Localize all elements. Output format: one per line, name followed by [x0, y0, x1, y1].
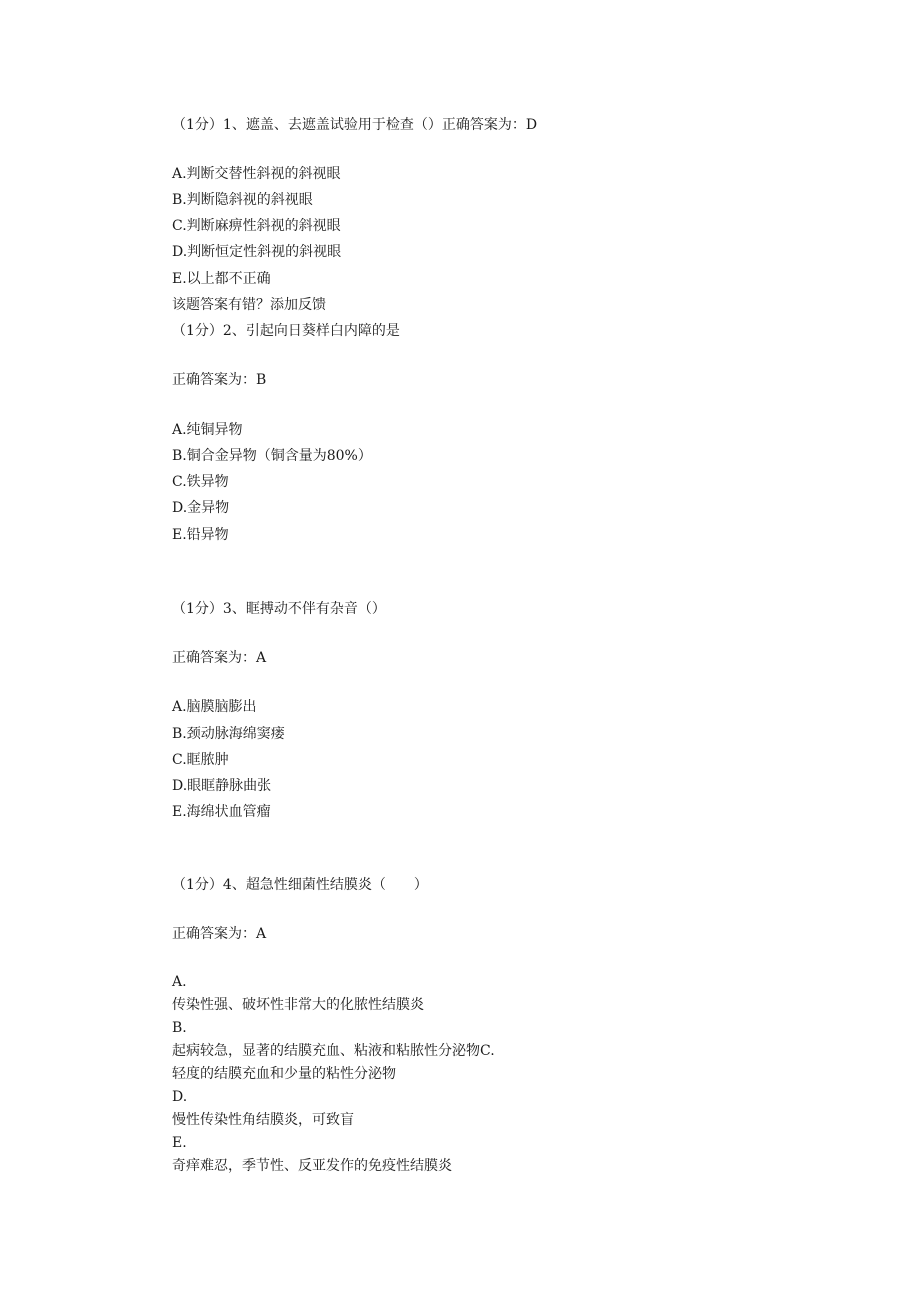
question-3-option-b: B.颈动脉海绵窦瘘 [172, 726, 285, 742]
question-4-option-e-text: 奇痒难忍，季节性、反亚发作的免疫性结膜炎 [172, 1158, 452, 1174]
question-4-option-b-text: 起病较急，显著的结膜充血、粘液和粘脓性分泌物C. [172, 1043, 495, 1059]
question-4-answer: 正确答案为：A [172, 926, 267, 942]
question-4-option-d-letter: D. [172, 1089, 188, 1105]
question-3-option-c: C.眶脓肿 [172, 752, 229, 768]
question-2-option-e: E.铅异物 [172, 527, 229, 543]
question-3-answer: 正确答案为：A [172, 650, 267, 666]
question-4-title: （1分）4、超急性细菌性结膜炎（ ） [172, 877, 428, 893]
question-4-option-d-text: 慢性传染性角结膜炎，可致盲 [172, 1112, 354, 1128]
question-2-option-b: B.铜合金异物（铜含量为80%） [172, 448, 372, 464]
question-4-option-c-text: 轻度的结膜充血和少量的粘性分泌物 [172, 1066, 396, 1082]
question-2-option-d: D.金异物 [172, 500, 230, 516]
question-1-option-b: B.判断隐斜视的斜视眼 [172, 192, 313, 208]
question-2-answer: 正确答案为：B [172, 372, 267, 388]
question-2-option-a: A.纯铜异物 [172, 422, 243, 438]
question-1-option-a: A.判断交替性斜视的斜视眼 [172, 166, 341, 182]
question-1-option-e: E.以上都不正确 [172, 271, 271, 287]
question-1-option-c: C.判断麻痹性斜视的斜视眼 [172, 218, 341, 234]
question-3-title: （1分）3、眶搏动不伴有杂音（） [172, 601, 386, 617]
question-4-option-b-letter: B. [172, 1020, 187, 1036]
question-4-option-e-letter: E. [172, 1135, 187, 1151]
question-4-option-a-text: 传染性强、破坏性非常大的化脓性结膜炎 [172, 997, 424, 1013]
question-2-option-c: C.铁异物 [172, 474, 229, 490]
question-3-option-e: E.海绵状血管瘤 [172, 804, 271, 820]
question-4-option-a-letter: A. [172, 974, 187, 990]
question-1-title: （1分）1、遮盖、去遮盖试验用于检查（）正确答案为：D [172, 117, 538, 133]
feedback-link[interactable]: 该题答案有错？添加反馈 [172, 297, 326, 313]
question-3-option-d: D.眼眶静脉曲张 [172, 778, 272, 794]
question-1-option-d: D.判断恒定性斜视的斜视眼 [172, 244, 342, 260]
question-3-option-a: A.脑膜脑膨出 [172, 699, 257, 715]
question-2-title: （1分）2、引起向日葵样白内障的是 [172, 323, 400, 339]
